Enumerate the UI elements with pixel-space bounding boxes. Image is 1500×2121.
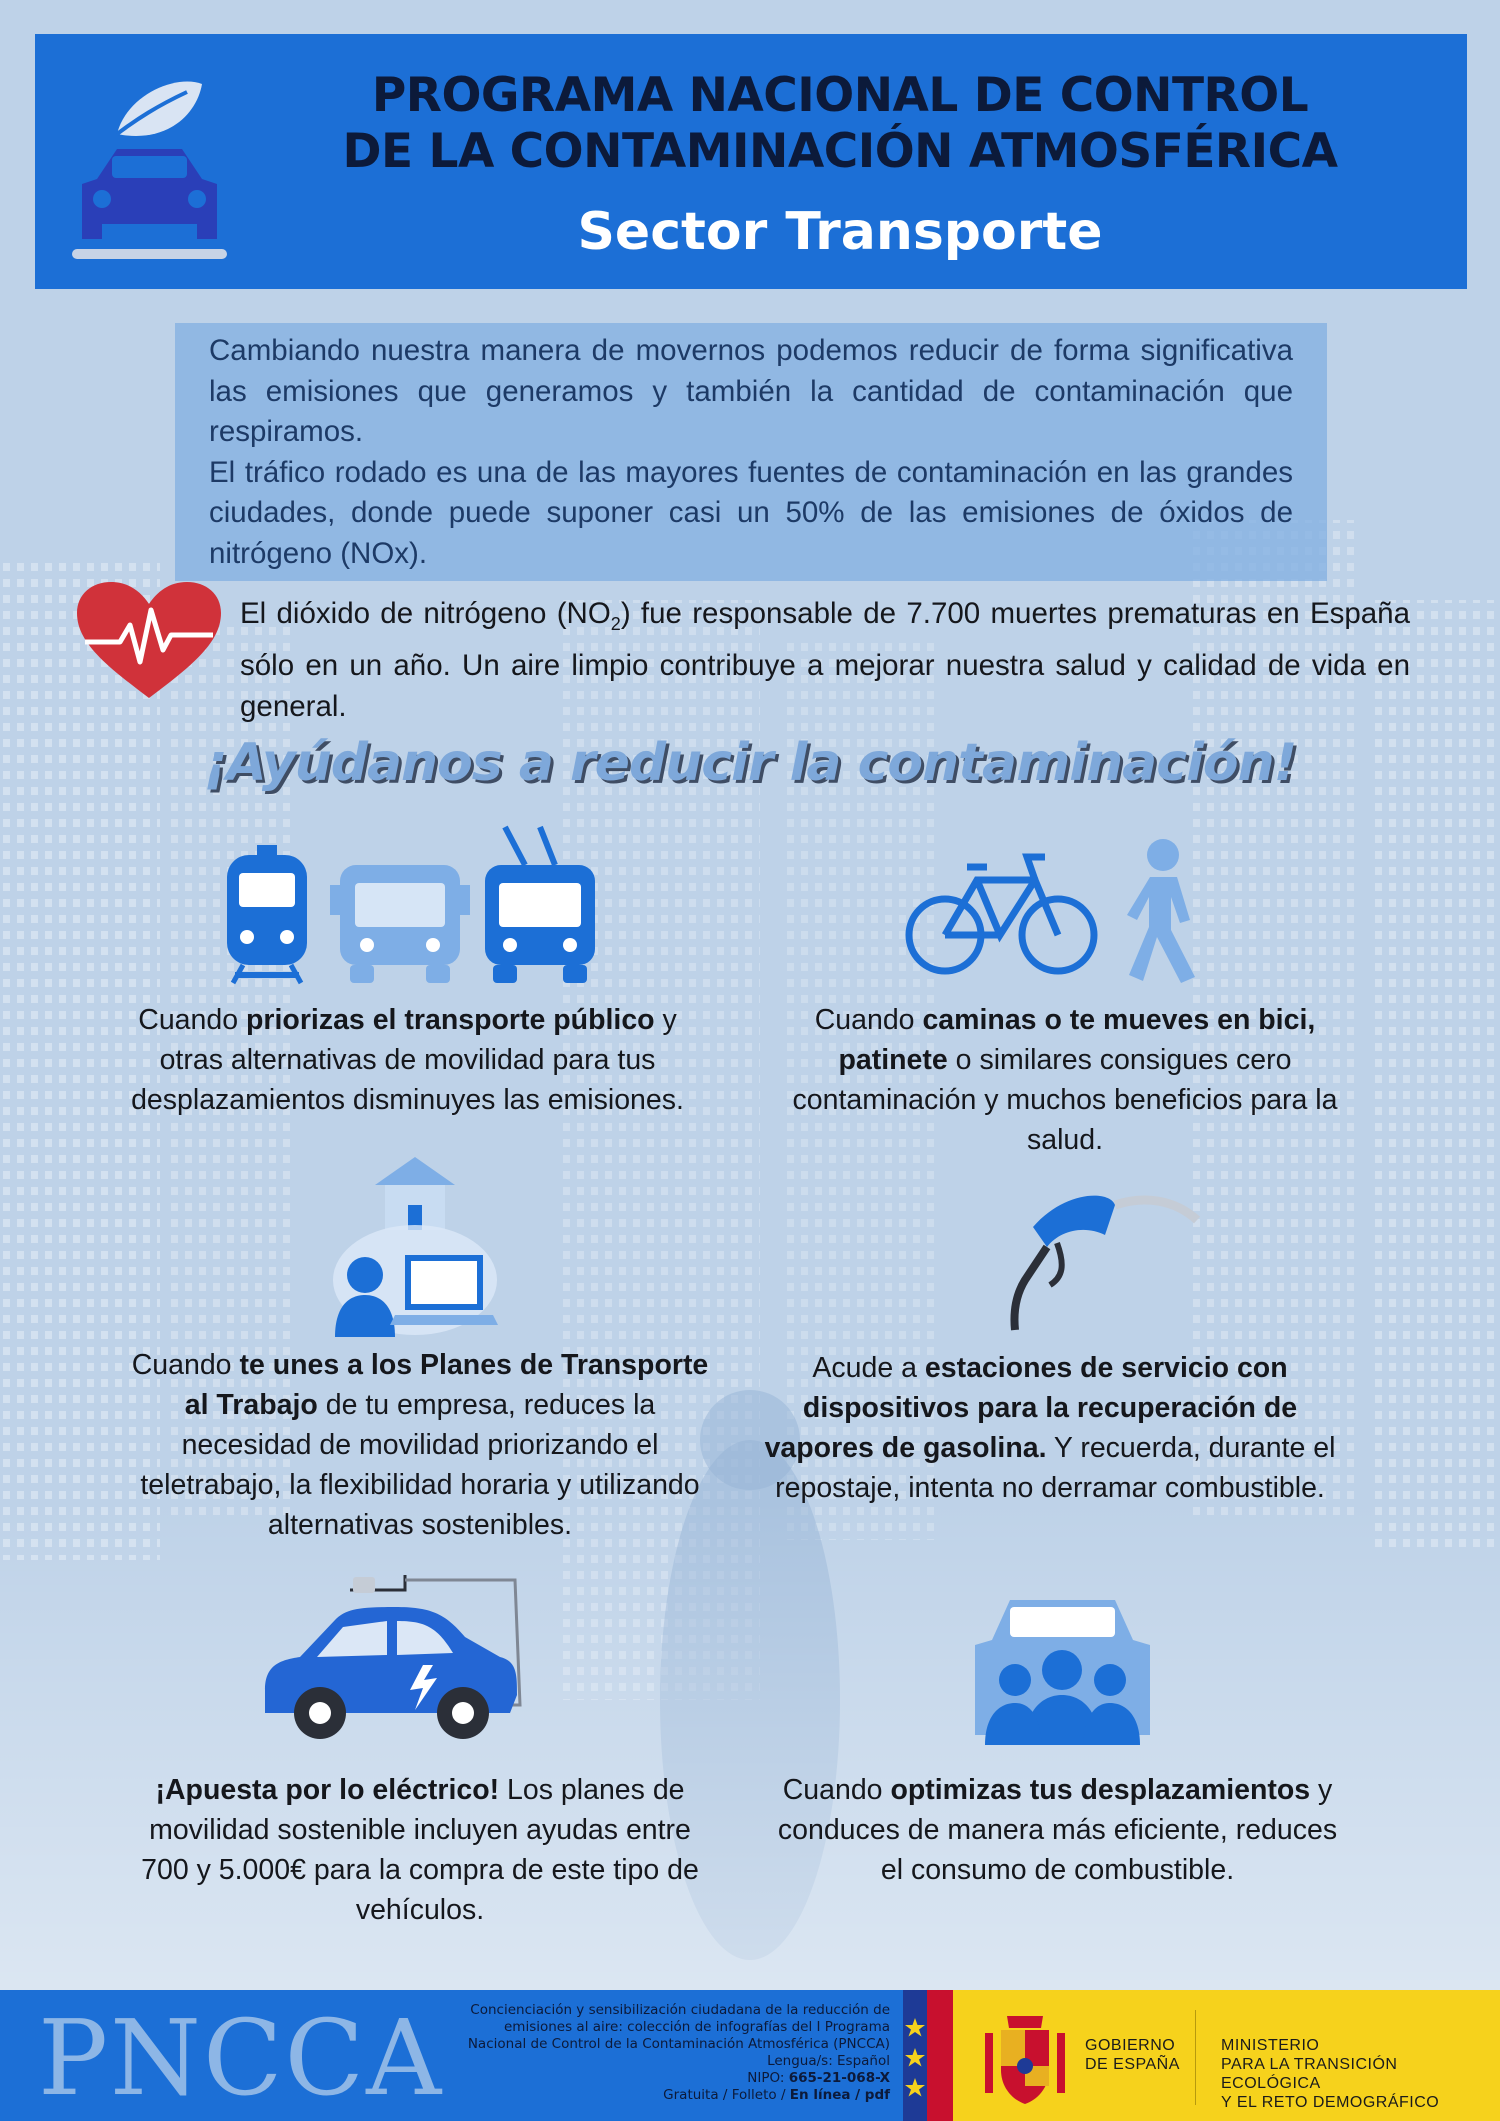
tip-text: de tu empresa, reduces la necesidad de movilidad priorizando el teletrabajo, la flexibilidad horaria y utilizando alternativas sostenibles. [140, 1389, 700, 1541]
ministry-line: MINISTERIO [1221, 2037, 1320, 2054]
gov-line: GOBIERNO [1085, 2037, 1176, 2054]
government-label [1085, 2036, 1180, 2074]
publication-line: Nacional de Control de la Contaminación Atmosférica (PNCCA) [467, 2036, 890, 2052]
tip-text: y otras alternativas de movilidad para tus desplazamientos disminuyes las emisiones. [131, 1004, 684, 1116]
tip-fuel-stations [760, 1348, 1340, 1508]
pncca-logo: PNCCA [38, 1997, 444, 2119]
tip-public-transport [110, 1000, 705, 1120]
bicycle-icon [909, 857, 1094, 971]
footer [0, 1990, 1500, 2121]
car-leaf-logo-icon [57, 64, 237, 264]
tip-text: Cuando [131, 1349, 240, 1381]
health-text [240, 593, 1410, 727]
page-subtitle: Sector Transporte [577, 202, 1103, 262]
publication-line: emisiones al aire: colección de infografías del I Programa [503, 2019, 890, 2035]
nipo-line [420, 2070, 890, 2087]
publication-info [420, 2002, 890, 2104]
format-bold: En línea / pdf [789, 2087, 890, 2103]
ministry-line: Y EL RETO DEMOGRÁFICO [1221, 2094, 1440, 2111]
title-line-1: PROGRAMA NACIONAL DE CONTROL [371, 68, 1309, 123]
tip-text: y conduces de manera más eficiente, reduces el consumo de combustible. [777, 1774, 1338, 1886]
government-block [903, 1990, 1500, 2121]
ministry-label [1221, 2036, 1500, 2112]
page-title [245, 68, 1435, 180]
intro-paragraph-2: El tráfico rodado es una de las mayores fuentes de contaminación en las grandes ciudades, donde puede suponer casi un 50% de las emisiones de óxidos de nitrógeno (NOx). [209, 455, 1293, 570]
title-line-2: DE LA CONTAMINACIÓN ATMOSFÉRICA [342, 124, 1338, 179]
intro-paragraph-1: Cambiando nuestra manera de movernos podemos reducir de forma significativa las emisiones que generamos y también la cantidad de contaminación que respiramos. [209, 334, 1293, 448]
tip-text: Cuando [782, 1774, 891, 1806]
public-transport-icons [225, 825, 620, 985]
health-text-post: ) fue responsable de 7.700 muertes prematuras en España sólo en un año. Un aire limpio contribuye a mejorar nuestra salud y calidad de vida en general. [240, 597, 1410, 723]
tip-text: Y recuerda, durante el repostaje, intenta no derramar combustible. [775, 1432, 1336, 1504]
tip-text: Cuando [814, 1004, 923, 1036]
tip-optimize [765, 1770, 1350, 1890]
house-icon [375, 1157, 455, 1230]
trolleybus-icon [485, 827, 595, 983]
tip-text: Los planes de movilidad sostenible incluyen ayudas entre 700 y 5.000€ para la compra de este tipo de vehículos. [141, 1774, 699, 1926]
telework-icon [330, 1155, 500, 1340]
tip-text: o similares consigues cero contaminación y muchos beneficios para la salud. [792, 1044, 1338, 1156]
tip-bold: priorizas el transporte público [246, 1004, 655, 1036]
health-note [75, 580, 1435, 723]
electric-car-icon [255, 1565, 540, 1755]
tip-walk-bike [780, 1000, 1350, 1160]
publication-line: Concienciación y sensibilización ciudadana de la reducción de [470, 2002, 890, 2018]
format-text: Gratuita / Folleto / [663, 2087, 790, 2103]
bus-icon [330, 865, 470, 983]
format-line [420, 2087, 890, 2104]
health-text-pre: El dióxido de nitrógeno (NO [240, 597, 611, 630]
nipo-label: NIPO: [747, 2070, 789, 2086]
shared-car-people-icon [970, 1595, 1155, 1750]
eu-spain-flag-icon [903, 1990, 953, 2121]
coat-of-arms-icon [981, 2008, 1069, 2108]
tip-bold: ¡Apuesta por lo eléctrico! [155, 1774, 500, 1806]
heart-pulse-icon [75, 580, 223, 700]
tip-electric [125, 1770, 715, 1930]
fuel-nozzle-icon [985, 1185, 1200, 1335]
tip-work-plans [120, 1345, 720, 1545]
tip-text: Acude a [812, 1352, 925, 1384]
slogan-heading: ¡Ayúdanos a reducir la contaminación! [203, 733, 1297, 793]
publication-line: Lengua/s: Español [767, 2053, 890, 2069]
tip-bold: caminas o te mueves en bici, patinete [838, 1004, 1316, 1076]
intro-box [175, 323, 1327, 581]
no2-subscript: 2 [610, 613, 621, 634]
train-icon [227, 845, 307, 983]
bike-walk-icons [905, 835, 1225, 985]
divider [1195, 2010, 1196, 2105]
walking-person-icon [1127, 839, 1195, 983]
person-laptop-icon [335, 1255, 498, 1337]
tip-bold: te unes a los Planes de Transporte al Trabajo [184, 1349, 709, 1421]
tip-bold: optimizas tus desplazamientos [890, 1774, 1311, 1806]
gov-line: DE ESPAÑA [1085, 2056, 1180, 2073]
tip-bold: estaciones de servicio con dispositivos para la recuperación de vapores de gasolina. [764, 1352, 1298, 1464]
header-banner [35, 34, 1467, 289]
tip-text: Cuando [138, 1004, 246, 1036]
ministry-line: PARA LA TRANSICIÓN ECOLÓGICA [1221, 2056, 1398, 2092]
nipo-value: 665-21-068-X [788, 2070, 890, 2086]
